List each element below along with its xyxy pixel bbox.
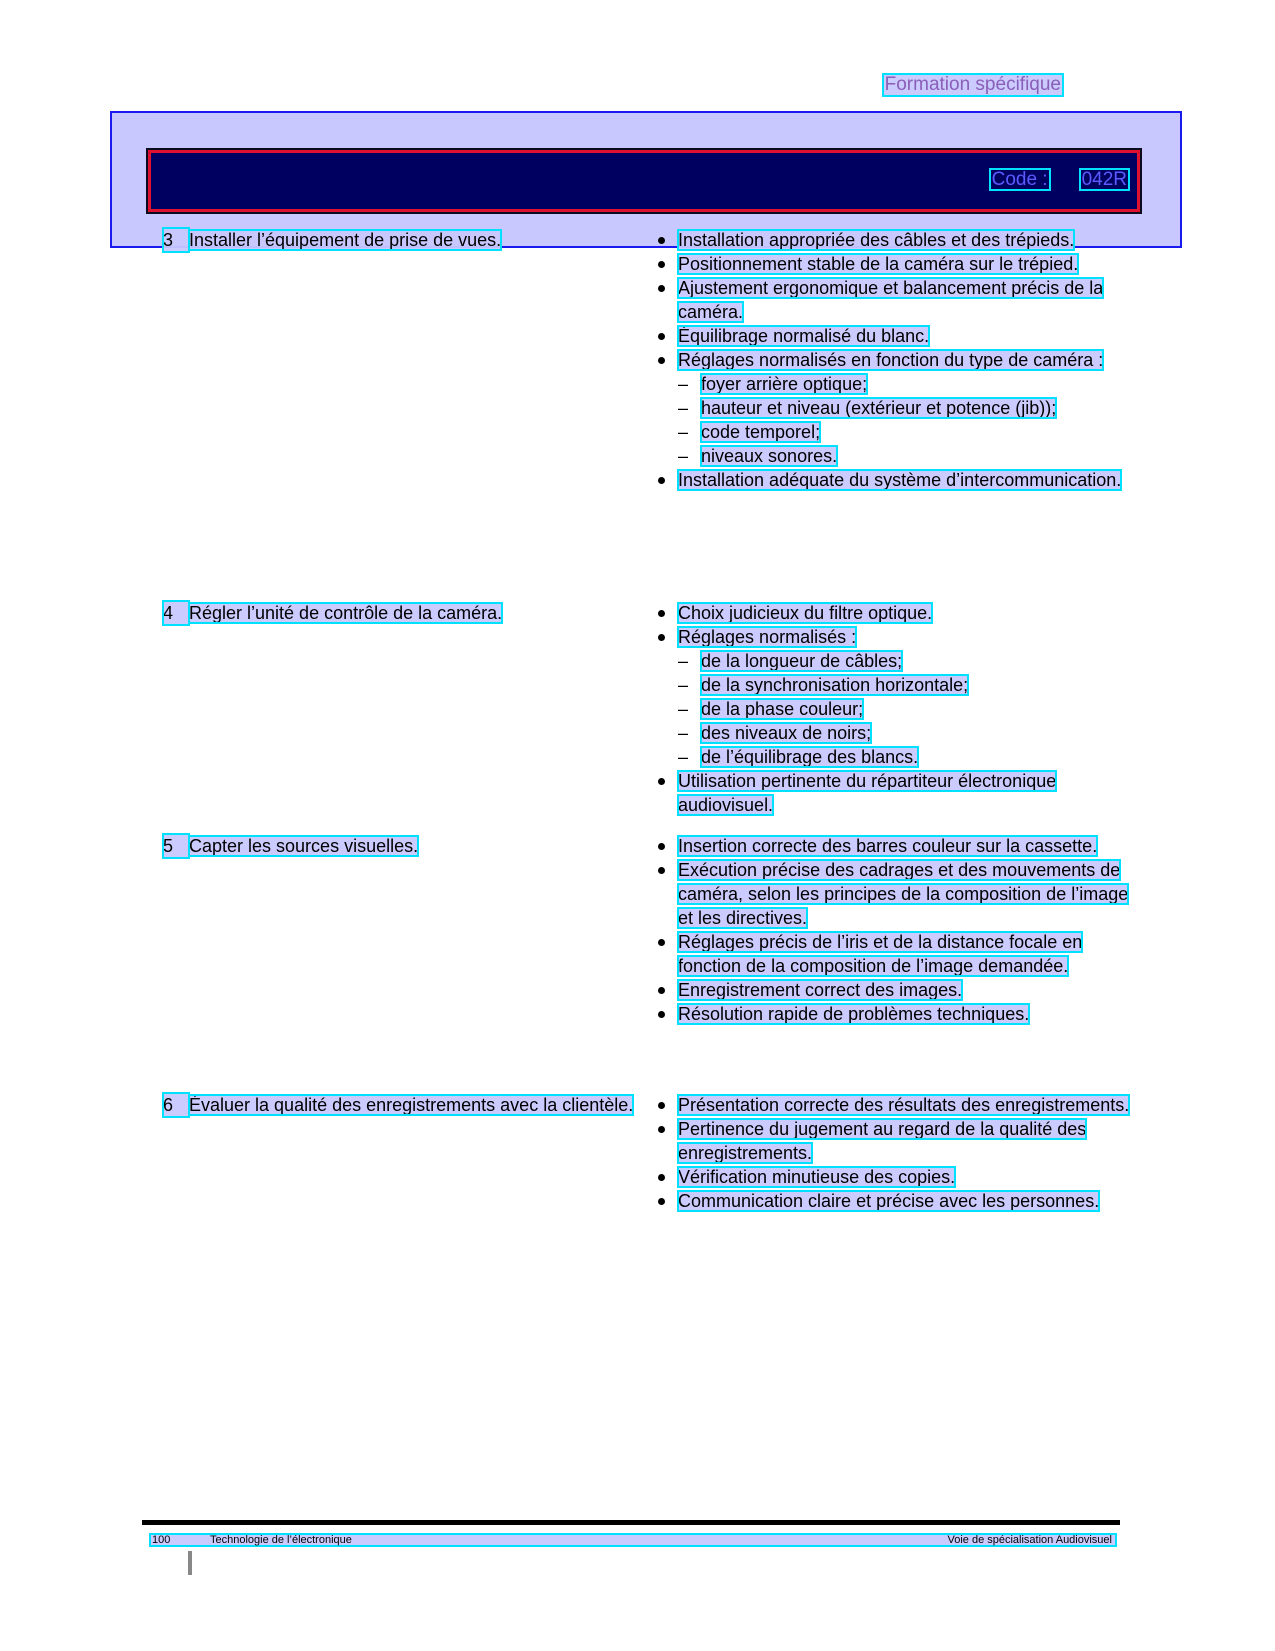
criterion-text: foyer arrière optique; <box>701 374 868 394</box>
criterion-item <box>656 769 1136 817</box>
bullet-icon <box>658 867 665 874</box>
criterion-subitem <box>656 649 1136 673</box>
criterion-text: de la phase couleur; <box>701 699 864 719</box>
criterion-subitem <box>656 673 1136 697</box>
criterion-item <box>656 930 1136 978</box>
text-cursor <box>188 1551 192 1575</box>
criterion-subitem <box>656 420 1136 444</box>
criterion-text: de la longueur de câbles; <box>701 651 903 671</box>
bullet-icon <box>658 987 665 994</box>
criterion-item <box>656 1117 1136 1165</box>
criteria <box>656 1093 1136 1213</box>
criterion-item <box>656 1189 1136 1213</box>
footer-rule <box>142 1520 1120 1525</box>
criterion-item <box>656 601 1136 625</box>
step-text <box>189 228 651 252</box>
criteria <box>656 834 1136 1026</box>
criterion-text: Équilibrage normalisé du blanc. <box>678 326 930 346</box>
step-label: Capter les sources visuelles. <box>189 836 419 856</box>
bullet-icon <box>658 261 665 268</box>
bullet-icon <box>658 1011 665 1018</box>
bullet-icon <box>658 1102 665 1109</box>
step-label: Régler l’unité de contrôle de la caméra. <box>189 603 503 623</box>
code-value: 042R <box>1081 169 1127 190</box>
criterion-item <box>656 1165 1136 1189</box>
criterion-text: Utilisation pertinente du répartiteur électronique audiovisuel. <box>678 771 1057 815</box>
criterion-item <box>656 348 1136 372</box>
bullet-icon <box>658 357 665 364</box>
criterion-text: Positionnement stable de la caméra sur le trépied. <box>678 254 1079 274</box>
dash-icon: – <box>678 651 689 671</box>
bullet-icon <box>658 843 665 850</box>
bullet-icon <box>658 634 665 641</box>
criterion-subitem <box>656 444 1136 468</box>
page-footer <box>150 1534 1116 1546</box>
dash-icon: – <box>678 446 689 466</box>
criterion-text: hauteur et niveau (extérieur et potence (jib)); <box>701 398 1057 418</box>
bullet-icon <box>658 333 665 340</box>
dash-icon: – <box>678 374 689 394</box>
criterion-item <box>656 978 1136 1002</box>
criterion-item <box>656 625 1136 649</box>
criterion-text: Installation adéquate du système d’intercommunication. <box>678 470 1122 490</box>
criterion-text: Communication claire et précise avec les personnes. <box>678 1191 1100 1211</box>
criterion-text: Insertion correcte des barres couleur sur la cassette. <box>678 836 1098 856</box>
criterion-text: Vérification minutieuse des copies. <box>678 1167 956 1187</box>
bullet-icon <box>658 1198 665 1205</box>
step-text <box>189 601 651 625</box>
dash-icon: – <box>678 675 689 695</box>
criterion-text: Exécution précise des cadrages et des mouvements de caméra, selon les principes de la composition de l’image et les directives. <box>678 860 1129 928</box>
criterion-text: Choix judicieux du filtre optique. <box>678 603 933 623</box>
criterion-subitem <box>656 745 1136 769</box>
step-number: 4 <box>163 601 189 625</box>
criterion-item <box>656 276 1136 324</box>
criterion-item <box>656 834 1136 858</box>
criterion-item <box>656 252 1136 276</box>
criteria <box>656 601 1136 817</box>
criterion-text: des niveaux de noirs; <box>701 723 872 743</box>
step <box>163 228 651 252</box>
footer-program: Technologie de l’électronique <box>210 1534 352 1546</box>
dash-icon: – <box>678 747 689 767</box>
bullet-icon <box>658 939 665 946</box>
step <box>163 601 651 625</box>
step-text <box>189 1093 651 1117</box>
criterion-text: Résolution rapide de problèmes techniques. <box>678 1004 1030 1024</box>
criteria <box>656 228 1136 492</box>
criterion-text: Réglages normalisés : <box>678 627 857 647</box>
criterion-subitem <box>656 721 1136 745</box>
criterion-item <box>656 1093 1136 1117</box>
criterion-text: Enregistrement correct des images. <box>678 980 963 1000</box>
bullet-icon <box>658 778 665 785</box>
criterion-text: de la synchronisation horizontale; <box>701 675 969 695</box>
criterion-subitem <box>656 372 1136 396</box>
criterion-subitem <box>656 697 1136 721</box>
section-header: Formation spécifique <box>884 74 1061 95</box>
criterion-text: de l’équilibrage des blancs. <box>701 747 919 767</box>
bullet-icon <box>658 237 665 244</box>
footer-code: 100 <box>152 1534 171 1546</box>
criterion-text: code temporel; <box>701 422 821 442</box>
criterion-text: Réglages précis de l’iris et de la distance focale en fonction de la composition de l’image demandée. <box>678 932 1083 976</box>
criterion-item <box>656 468 1136 492</box>
code-label <box>990 169 1129 191</box>
footer-specialization: Voie de spécialisation Audiovisuel <box>947 1534 1112 1546</box>
bullet-icon <box>658 1126 665 1133</box>
criterion-subitem <box>656 396 1136 420</box>
step-label: Installer l’équipement de prise de vues. <box>189 230 502 250</box>
bullet-icon <box>658 285 665 292</box>
criterion-text: Réglages normalisés en fonction du type de caméra : <box>678 350 1104 370</box>
criterion-text: niveaux sonores. <box>701 446 838 466</box>
bullet-icon <box>658 610 665 617</box>
dash-icon: – <box>678 699 689 719</box>
code-bar <box>148 150 1140 212</box>
code-label-text: Code : <box>991 169 1048 190</box>
criterion-text: Présentation correcte des résultats des enregistrements. <box>678 1095 1130 1115</box>
bullet-icon <box>658 477 665 484</box>
criterion-item <box>656 858 1136 930</box>
step-label: Évaluer la qualité des enregistrements avec la clientèle. <box>189 1095 634 1115</box>
dash-icon: – <box>678 723 689 743</box>
dash-icon: – <box>678 398 689 418</box>
step <box>163 834 651 858</box>
criterion-item <box>656 228 1136 252</box>
step-number: 3 <box>163 228 189 252</box>
dash-icon: – <box>678 422 689 442</box>
criterion-text: Pertinence du jugement au regard de la qualité des enregistrements. <box>678 1119 1087 1163</box>
bullet-icon <box>658 1174 665 1181</box>
criterion-text: Ajustement ergonomique et balancement précis de la caméra. <box>678 278 1104 322</box>
step-number: 6 <box>163 1093 189 1117</box>
step <box>163 1093 651 1117</box>
step-text <box>189 834 651 858</box>
criterion-item <box>656 1002 1136 1026</box>
criterion-item <box>656 324 1136 348</box>
step-number: 5 <box>163 834 189 858</box>
criterion-text: Installation appropriée des câbles et des trépieds. <box>678 230 1075 250</box>
